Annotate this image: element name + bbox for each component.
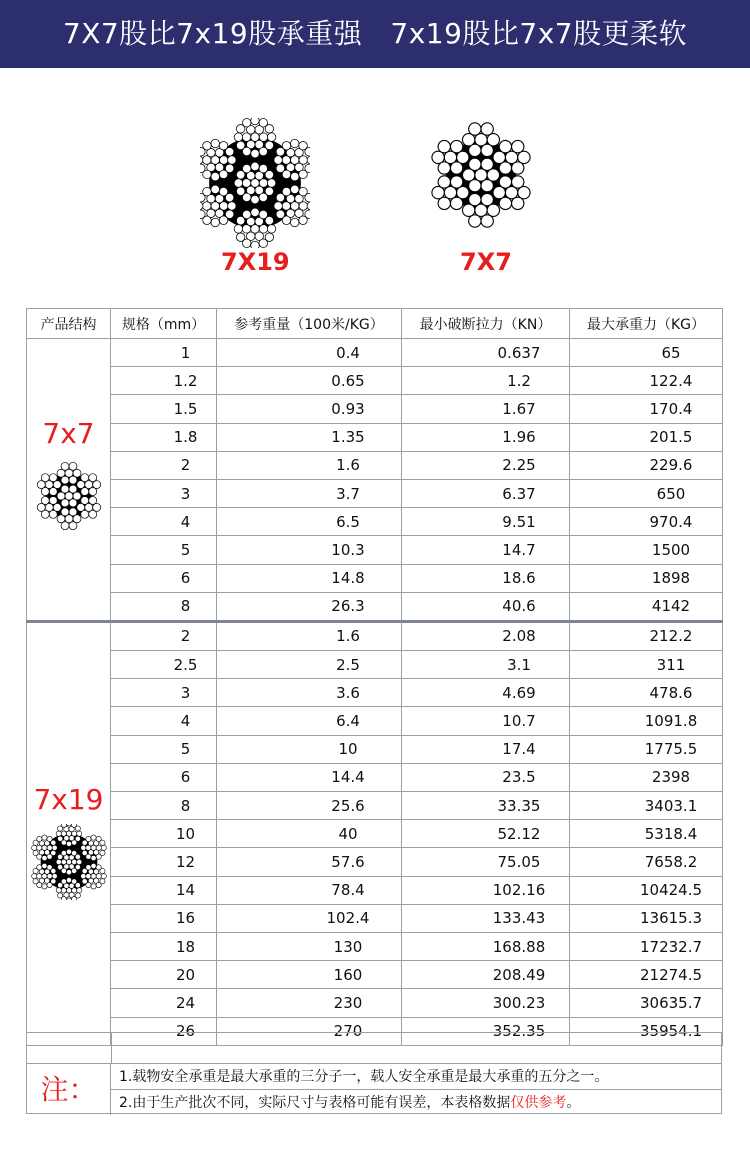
max-load-cell: 65 [570, 339, 723, 367]
table-row [27, 763, 723, 791]
weight-cell: 1.6 [217, 621, 402, 650]
group-label: 7x19 [33, 782, 104, 816]
table-row [27, 564, 723, 592]
rope-7x7-cross-section-icon [31, 458, 107, 534]
spec-cell: 10 [111, 820, 217, 848]
weight-cell: 2.5 [217, 651, 402, 679]
group-cell-7x7 [27, 339, 111, 622]
table-row [27, 451, 723, 479]
spec-cell: 18 [111, 932, 217, 960]
breaking-force-cell: 102.16 [402, 876, 570, 904]
rope-7x7-cross-section-icon [424, 118, 538, 232]
breaking-force-cell: 1.2 [402, 367, 570, 395]
weight-cell: 1.6 [217, 451, 402, 479]
spec-cell: 26 [111, 1017, 217, 1045]
breaking-force-cell: 18.6 [402, 564, 570, 592]
weight-cell: 10 [217, 735, 402, 763]
weight-cell: 14.8 [217, 564, 402, 592]
breaking-force-cell: 133.43 [402, 904, 570, 932]
spec-cell: 1.2 [111, 367, 217, 395]
header-max-load: 最大承重力（KG） [570, 309, 723, 339]
max-load-cell: 2398 [570, 763, 723, 791]
weight-cell: 25.6 [217, 792, 402, 820]
max-load-cell: 7658.2 [570, 848, 723, 876]
weight-cell: 0.4 [217, 339, 402, 367]
weight-cell: 40 [217, 820, 402, 848]
notes-box [26, 1032, 722, 1114]
max-load-cell: 1775.5 [570, 735, 723, 763]
table-row [27, 848, 723, 876]
max-load-cell: 17232.7 [570, 932, 723, 960]
header-spec: 规格（mm） [111, 309, 217, 339]
table-row [27, 339, 723, 367]
breaking-force-cell: 23.5 [402, 763, 570, 791]
breaking-force-cell: 6.37 [402, 479, 570, 507]
weight-cell: 130 [217, 932, 402, 960]
max-load-cell: 5318.4 [570, 820, 723, 848]
spec-cell: 1.8 [111, 423, 217, 451]
max-load-cell: 650 [570, 479, 723, 507]
weight-cell: 0.93 [217, 395, 402, 423]
max-load-cell: 212.2 [570, 621, 723, 650]
spec-cell: 4 [111, 508, 217, 536]
note-line-2-end: 。 [566, 1095, 581, 1111]
table-row [27, 395, 723, 423]
max-load-cell: 170.4 [570, 395, 723, 423]
table-row [27, 904, 723, 932]
weight-cell: 0.65 [217, 367, 402, 395]
caption-7x7: 7X7 [460, 248, 512, 276]
weight-cell: 160 [217, 961, 402, 989]
weight-cell: 26.3 [217, 592, 402, 621]
spec-cell: 24 [111, 989, 217, 1017]
breaking-force-cell: 0.637 [402, 339, 570, 367]
table-row [27, 621, 723, 650]
breaking-force-cell: 3.1 [402, 651, 570, 679]
table-row [27, 423, 723, 451]
breaking-force-cell: 208.49 [402, 961, 570, 989]
table-row [27, 792, 723, 820]
table-row [27, 989, 723, 1017]
breaking-force-cell: 2.08 [402, 621, 570, 650]
weight-cell: 6.5 [217, 508, 402, 536]
max-load-cell: 4142 [570, 592, 723, 621]
breaking-force-cell: 17.4 [402, 735, 570, 763]
max-load-cell: 1091.8 [570, 707, 723, 735]
max-load-cell: 311 [570, 651, 723, 679]
table-row [27, 367, 723, 395]
spec-cell: 12 [111, 848, 217, 876]
breaking-force-cell: 33.35 [402, 792, 570, 820]
weight-cell: 78.4 [217, 876, 402, 904]
spec-table [26, 308, 723, 1046]
spec-cell: 5 [111, 536, 217, 564]
weight-cell: 14.4 [217, 763, 402, 791]
spec-cell: 1.5 [111, 395, 217, 423]
note-line-1: 1.载物安全承重是最大承重的三分子一，载人安全承重是最大承重的五分之一。 [111, 1063, 721, 1090]
table-row [27, 876, 723, 904]
breaking-force-cell: 300.23 [402, 989, 570, 1017]
max-load-cell: 21274.5 [570, 961, 723, 989]
group-cell-7x19 [27, 621, 111, 1045]
group-label: 7x7 [42, 417, 95, 450]
table-row [27, 679, 723, 707]
table-row [27, 651, 723, 679]
rope-7x19-cross-section-icon [31, 824, 107, 900]
spec-cell: 2 [111, 621, 217, 650]
weight-cell: 57.6 [217, 848, 402, 876]
max-load-cell: 229.6 [570, 451, 723, 479]
spec-cell: 8 [111, 592, 217, 621]
max-load-cell: 10424.5 [570, 876, 723, 904]
table-row [27, 479, 723, 507]
note-line-2-text: 2.由于生产批次不同，实际尺寸与表格可能有误差，本表格数据 [119, 1095, 511, 1111]
breaking-force-cell: 2.25 [402, 451, 570, 479]
breaking-force-cell: 1.67 [402, 395, 570, 423]
note-line-2-highlight: 仅供参考 [510, 1095, 567, 1111]
header-weight: 参考重量（100米/KG） [217, 309, 402, 339]
max-load-cell: 30635.7 [570, 989, 723, 1017]
table-row [27, 707, 723, 735]
weight-cell: 6.4 [217, 707, 402, 735]
table-row [27, 735, 723, 763]
spec-cell: 5 [111, 735, 217, 763]
weight-cell: 10.3 [217, 536, 402, 564]
table-row [27, 536, 723, 564]
rope-7x19-cross-section-icon [200, 118, 310, 248]
breaking-force-cell: 14.7 [402, 536, 570, 564]
spec-cell: 2 [111, 451, 217, 479]
breaking-force-cell: 1.96 [402, 423, 570, 451]
spec-cell: 8 [111, 792, 217, 820]
spec-cell: 3 [111, 479, 217, 507]
header-structure: 产品结构 [27, 309, 111, 339]
table-row [27, 508, 723, 536]
max-load-cell: 201.5 [570, 423, 723, 451]
table-header-row [27, 309, 723, 339]
spec-cell: 16 [111, 904, 217, 932]
breaking-force-cell: 168.88 [402, 932, 570, 960]
table-row [27, 932, 723, 960]
notes-label: 注： [27, 1063, 111, 1115]
max-load-cell: 35954.1 [570, 1017, 723, 1045]
spec-cell: 4 [111, 707, 217, 735]
note-line-2 [111, 1089, 721, 1116]
spec-cell: 6 [111, 564, 217, 592]
table-row [27, 592, 723, 621]
table-row [27, 961, 723, 989]
spec-cell: 2.5 [111, 651, 217, 679]
notes-blank-row [111, 1033, 721, 1063]
breaking-force-cell: 52.12 [402, 820, 570, 848]
spec-cell: 20 [111, 961, 217, 989]
max-load-cell: 13615.3 [570, 904, 723, 932]
max-load-cell: 122.4 [570, 367, 723, 395]
title-banner [0, 0, 750, 68]
breaking-force-cell: 4.69 [402, 679, 570, 707]
weight-cell: 230 [217, 989, 402, 1017]
header-breaking-force: 最小破断拉力（KN） [402, 309, 570, 339]
weight-cell: 3.7 [217, 479, 402, 507]
breaking-force-cell: 40.6 [402, 592, 570, 621]
spec-cell: 1 [111, 339, 217, 367]
caption-7x19: 7X19 [221, 248, 290, 276]
max-load-cell: 970.4 [570, 508, 723, 536]
max-load-cell: 1500 [570, 536, 723, 564]
breaking-force-cell: 352.35 [402, 1017, 570, 1045]
spec-cell: 14 [111, 876, 217, 904]
spec-cell: 3 [111, 679, 217, 707]
weight-cell: 102.4 [217, 904, 402, 932]
breaking-force-cell: 9.51 [402, 508, 570, 536]
max-load-cell: 3403.1 [570, 792, 723, 820]
max-load-cell: 478.6 [570, 679, 723, 707]
spec-cell: 6 [111, 763, 217, 791]
weight-cell: 3.6 [217, 679, 402, 707]
breaking-force-cell: 75.05 [402, 848, 570, 876]
weight-cell: 1.35 [217, 423, 402, 451]
table-row [27, 820, 723, 848]
breaking-force-cell: 10.7 [402, 707, 570, 735]
weight-cell: 270 [217, 1017, 402, 1045]
max-load-cell: 1898 [570, 564, 723, 592]
banner-title: 7X7股比7x19股承重强 7x19股比7x7股更柔软 [62, 17, 688, 50]
